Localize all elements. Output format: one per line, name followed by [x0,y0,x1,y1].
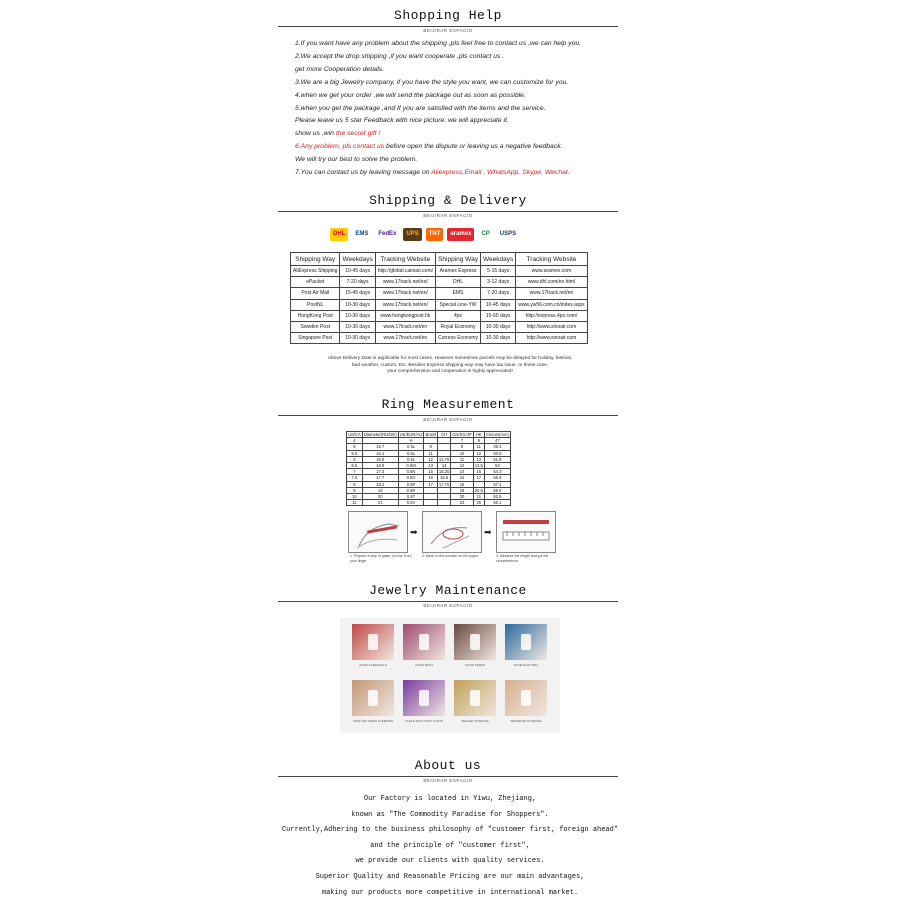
hand-mark-icon [423,512,481,552]
table-cell: www.17track.net/en/ [375,277,435,288]
column-header: Circum(mm) [485,432,509,438]
table-cell: 10 [347,493,363,499]
table-cell: 59.6 [484,487,510,493]
table-cell: HongKong Post [291,310,340,321]
maintenance-grid [340,618,560,733]
carrier-logo: EMS [352,228,371,241]
table-cell [424,500,437,506]
table-cell: Special Line-YW [436,299,481,310]
table-cell: PostNL [291,299,340,310]
table-cell: 25 [473,500,484,506]
table-cell: 65.1 [484,500,510,506]
table-cell: www.17track.net/en [516,288,587,299]
carrier-logo: CP [478,228,492,241]
table-cell: 23 [451,500,473,506]
table-cell: 18 [451,487,473,493]
carrier-logo: USPS [497,228,519,241]
help-line [295,77,625,90]
shipping-note [300,356,600,376]
table-cell: 54.3 [484,469,510,475]
warning-icon [470,634,480,650]
help-line [295,64,625,77]
table-row [347,500,511,506]
help-text: 1.If you want have any problem about the shipping ,pls feel free to contact us ,we can help you. [295,40,582,47]
table-cell: 0.5R [398,487,424,493]
table-cell: 14.5 [474,463,483,469]
column-header: Shipping Way [436,253,481,266]
table-cell: Royal Economy [436,321,481,332]
about-line: known as "The Commodity Paradise for Shoppers". [351,810,549,819]
table-cell: 17.75 [438,481,450,487]
table-cell: 6 [347,456,363,462]
table-cell: 9 [473,438,484,444]
maintenance-tile [352,680,394,716]
help-text: show us ,win [295,130,336,138]
help-text: 3.We are a big Jewelry company, if you have the style you want, we can customize for you. [295,78,569,86]
maintenance-tile [505,624,547,660]
table-cell: 15 [424,469,437,475]
table-cell: 17.3 [362,469,398,475]
table-row [291,333,588,344]
warning-icon [368,690,378,706]
table-cell: www.aramex.com [516,266,587,277]
table-cell: 0.5L [398,450,424,456]
maintenance-tile [403,680,445,716]
table-cell: 12.75 [438,456,450,462]
column-header: Shipping Way [291,253,340,266]
table-cell: 17.7 [362,475,398,481]
table-cell: 55.6 [484,475,510,481]
table-cell: www.17track.net/en/ [375,299,435,310]
help-text: Please leave us 5 star Feedback with nice picture. we will appreciate it. [295,117,509,125]
section-subtitle: BEIJIRAR ESPACIO [423,28,473,33]
table-row [291,288,588,299]
table-cell: 11 [473,444,484,450]
help-text: 5.when you get the package ,and If you are satisfied with the items and the service. [295,104,546,112]
carrier-logo: DHL [330,228,348,241]
ring-size-table [346,431,511,506]
table-cell: 9 [451,444,473,450]
help-line [295,103,625,116]
table-cell: 20 [362,493,398,499]
table-row [291,277,588,288]
table-cell: Aramex Express [436,266,481,277]
table-cell: 10-45 days [340,266,375,277]
shopping-help-text [295,38,625,180]
column-header: US/CA [348,432,361,438]
table-cell: AliExpress Shipping [291,266,340,277]
warning-icon [419,634,429,650]
table-cell: EMS [436,288,481,299]
table-cell: 12 [473,450,484,456]
arrow-right-icon: ➡ [410,527,418,537]
table-cell: ePacket [291,277,340,288]
table-cell: www.17track.net/en/ [375,288,435,299]
divider [278,415,618,416]
help-line [295,141,625,154]
help-text: get more Cooperation details. [295,65,385,73]
carrier-logos [330,226,570,242]
about-header [278,758,618,783]
table-cell: Post Air Mail [291,288,340,299]
table-cell: 0.5N [398,469,424,475]
table-cell: www.yw56.com.cn/index.aspx [516,299,587,310]
table-header-row [291,253,588,266]
column-header: CN/SG/JP [452,432,472,438]
note-line: your comprehension and cooperation is highly appreciated! [387,369,513,374]
help-text: 2.We accept the drop shipping ,if you want cooperate ,pls contact us . [295,52,505,60]
column-header: Diameter(RU/DE) [363,432,397,438]
table-cell: 21 [362,500,398,506]
ruler-icon [497,512,555,552]
column-header: Tracking Website [516,253,587,266]
about-line: and the principle of "customer first", [370,841,530,850]
table-cell: 0.5V [398,500,424,506]
maintenance-header [278,583,618,608]
divider [278,211,618,212]
tile-caption: AVOID ELECTRIC [513,663,539,667]
step-caption: 2. Mark on the junction on the paper [422,554,479,558]
table-cell: 7 [451,438,473,444]
table-cell: 10-30 days [340,321,375,332]
table-cell: 15-45 days [340,288,375,299]
table-cell: 0.5P [398,481,424,487]
help-line [295,51,625,64]
table-cell: 8 [347,481,363,487]
help-line [295,154,625,167]
maintenance-tile [505,680,547,716]
table-cell: Sweden Post [291,321,340,332]
table-cell: 9 [424,444,437,450]
table-cell: 11 [347,500,363,506]
table-cell: 16.1 [362,450,398,456]
table-cell: 5-15 days [481,266,516,277]
table-cell: 14 [451,469,473,475]
about-line: we provide our clients with quality services. [355,857,545,866]
warning-icon [521,634,531,650]
about-line: Currently,Adhering to the business philosophy of "customer first, foreign ahead" [281,826,619,835]
table-cell: 0.5L [398,444,424,450]
table-cell: 15 [451,475,473,481]
about-line: Our Factory is located in Yiwu, Zhejiang, [363,795,537,803]
table-cell: 51.8 [484,456,510,462]
tile-caption: SEPARATE STORAGE [510,719,542,723]
table-cell: 10-30 days [481,333,516,344]
table-cell: 5 [347,444,363,450]
table-cell: H [398,438,424,444]
column-header: Tracking Website [375,253,435,266]
table-cell: 7.5 [347,475,363,481]
column-header: Weekdays [481,253,516,266]
divider [278,26,618,27]
tile-caption: AVOID BATH [415,663,433,667]
carrier-logo: FedEx [375,228,399,241]
table-cell: www.17track.net/en [375,321,435,332]
step-1-illustration [348,511,408,553]
table-cell: 0.5M [398,462,424,468]
table-cell: 19 [362,487,398,493]
table-cell: 16.5 [437,475,450,481]
table-cell: 7 [347,469,363,475]
maintenance-tile [352,624,394,660]
table-cell: 53 [484,462,510,468]
table-cell: 16.9 [362,462,398,468]
table-cell: 15.7 [362,444,398,450]
table-cell: http://www.sinoair.com [516,321,587,332]
highlight-text: the secret gift ! [335,130,381,138]
highlight-text: Aliexpress,Email , WhatsApp, Skype, Wechat. [431,169,570,177]
column-header: Weekdays [340,253,375,266]
ring-header [278,397,618,422]
table-cell: 12 [451,462,473,468]
about-text [280,792,620,901]
table-row [291,310,588,321]
section-subtitle: BEIJIRAR ESPACIO [423,778,473,783]
column-header: CH [437,432,450,438]
table-cell: 17 [473,475,484,481]
carrier-logo: aramex [447,228,474,241]
table-cell: 10 [451,450,473,456]
table-cell: Singapore Post [291,333,340,344]
help-line [295,90,625,103]
table-cell: 18.2 [362,481,398,487]
table-row [291,299,588,310]
table-cell: 13 [473,456,484,462]
table-cell: 10-45 days [481,299,516,310]
help-text: 7.You can contact us by leaving message on [295,169,432,177]
section-subtitle: BEIJIRAR ESPACIO [423,213,473,218]
note-line: Above Delivery Date is applicable for most cases. However sometimes parcels may be delayed for holiday, festival, [327,356,573,361]
table-cell: 47 [484,438,510,444]
table-cell: 7-20 days [481,288,516,299]
column-header: Brazil [425,432,436,438]
table-cell: 7-20 days [340,277,375,288]
help-line [295,115,625,128]
tile-caption: SEALED STORAGE [461,719,489,723]
table-cell: 16 [451,481,473,487]
table-cell: DHL [436,277,481,288]
table-cell: http://express.4px.com/ [516,310,587,321]
table-cell: 6.5 [347,462,363,468]
table-cell: 16 [424,475,437,481]
table-cell: 62.5 [484,493,510,499]
highlight-text: 6.Any problem, pls contact us [295,143,385,151]
table-cell: 50.5 [484,450,510,456]
maintenance-tile [403,624,445,660]
help-line [295,128,625,141]
note-line: bad weather, custom, Etc. Besides Express shipping way may have tax issue. In those case, [351,362,549,368]
maintenance-tile [454,624,496,660]
carrier-logo: TNT [426,228,444,241]
table-cell: 10-30 days [481,321,516,332]
table-cell: 13 [424,462,437,468]
shopping-help-header [278,8,618,33]
help-text: We will try our best to solve the problem. [295,156,418,164]
table-cell: 0.5T [398,493,424,499]
table-cell: www.17track.net/en [375,333,435,344]
hand-paper-icon [349,512,407,552]
table-cell: 5.5 [347,450,363,456]
table-cell [437,500,450,506]
about-line: Superior Quality and Reasonable Pricing are our main advantages, [315,872,585,881]
section-subtitle: BEIJIRAR ESPACIO [423,603,473,608]
table-cell: 10-30 days [340,333,375,344]
table-cell: www.hongkongpost.hk [375,310,435,321]
tile-caption: AVOID CHEMICALS [359,663,387,667]
about-line: making our products more competitive in international market. [321,888,579,897]
table-cell: 17 [424,481,437,487]
table-cell: 49.3 [484,444,510,450]
help-line [295,38,625,51]
tile-caption: CLEAN WITH SOFT CLOTH [404,719,444,723]
table-cell: 16 [473,469,484,475]
help-text: 4.when we get your order ,we will send the package out as soon as possible. [295,91,526,99]
table-cell: 14 [437,462,450,468]
table-cell: www.dhl.com/en.html [516,277,587,288]
table-cell: 11 [451,456,473,462]
shipping-table [290,252,588,344]
section-title: Shipping & Delivery [369,193,527,208]
warning-icon [368,634,378,650]
warning-icon [470,690,480,706]
table-cell: 12 [424,456,437,462]
column-header: HK [473,432,484,438]
tile-caption: AVOID SWEAT [464,663,486,667]
divider [278,601,618,602]
step-caption: 1. Prepare a strip of paper (not for 6 on) your finger [350,554,412,563]
divider [278,776,618,777]
tile-caption: TAKE OFF WHEN SLEEPING [352,719,394,723]
section-title: Shopping Help [394,8,502,23]
table-cell: 10-30 days [340,310,375,321]
table-cell: 3-12 days [481,277,516,288]
section-title: Ring Measurement [381,397,515,412]
step-2-illustration [422,511,482,553]
section-title: Jewelry Maintenance [369,583,527,598]
table-cell: 57.1 [484,481,510,487]
warning-icon [521,690,531,706]
arrow-right-icon: ➡ [484,527,492,537]
table-header-row [347,432,511,438]
table-cell: 0.5L [398,456,424,462]
table-cell: 9 [347,487,363,493]
table-cell: 10-30 days [340,299,375,310]
help-text: before open the dispute or leaving us a negative feedback. [384,143,563,151]
table-cell: 16.5 [362,456,398,462]
step-caption: 3. Measure the length that got the circumference [496,554,549,563]
table-cell: 20 [451,493,473,499]
table-cell: 20.5 [474,487,483,493]
table-cell: 15.25 [438,469,450,475]
ring-steps [348,511,558,563]
maintenance-tile [454,680,496,716]
table-cell: 0.5O [398,475,424,481]
table-cell: http://www.sinoair.com [516,333,587,344]
table-cell: 15-60 days [481,310,516,321]
table-cell: Correos Economy [436,333,481,344]
table-row [291,321,588,332]
table-cell: http://global.cainiao.com/ [375,266,435,277]
table-cell: 4 [347,438,363,444]
table-cell: 11 [424,450,437,456]
table-cell: 4px [436,310,481,321]
table-row [291,266,588,277]
step-3-illustration [496,511,556,553]
column-header: UK/EUR/AU [399,432,423,438]
warning-icon [419,690,429,706]
carrier-logo: UPS [403,228,421,241]
section-subtitle: BEIJIRAR ESPACIO [423,417,473,422]
help-line [295,167,625,180]
shipping-header [278,193,618,218]
section-title: About us [414,758,482,773]
table-cell: 21 [473,493,484,499]
